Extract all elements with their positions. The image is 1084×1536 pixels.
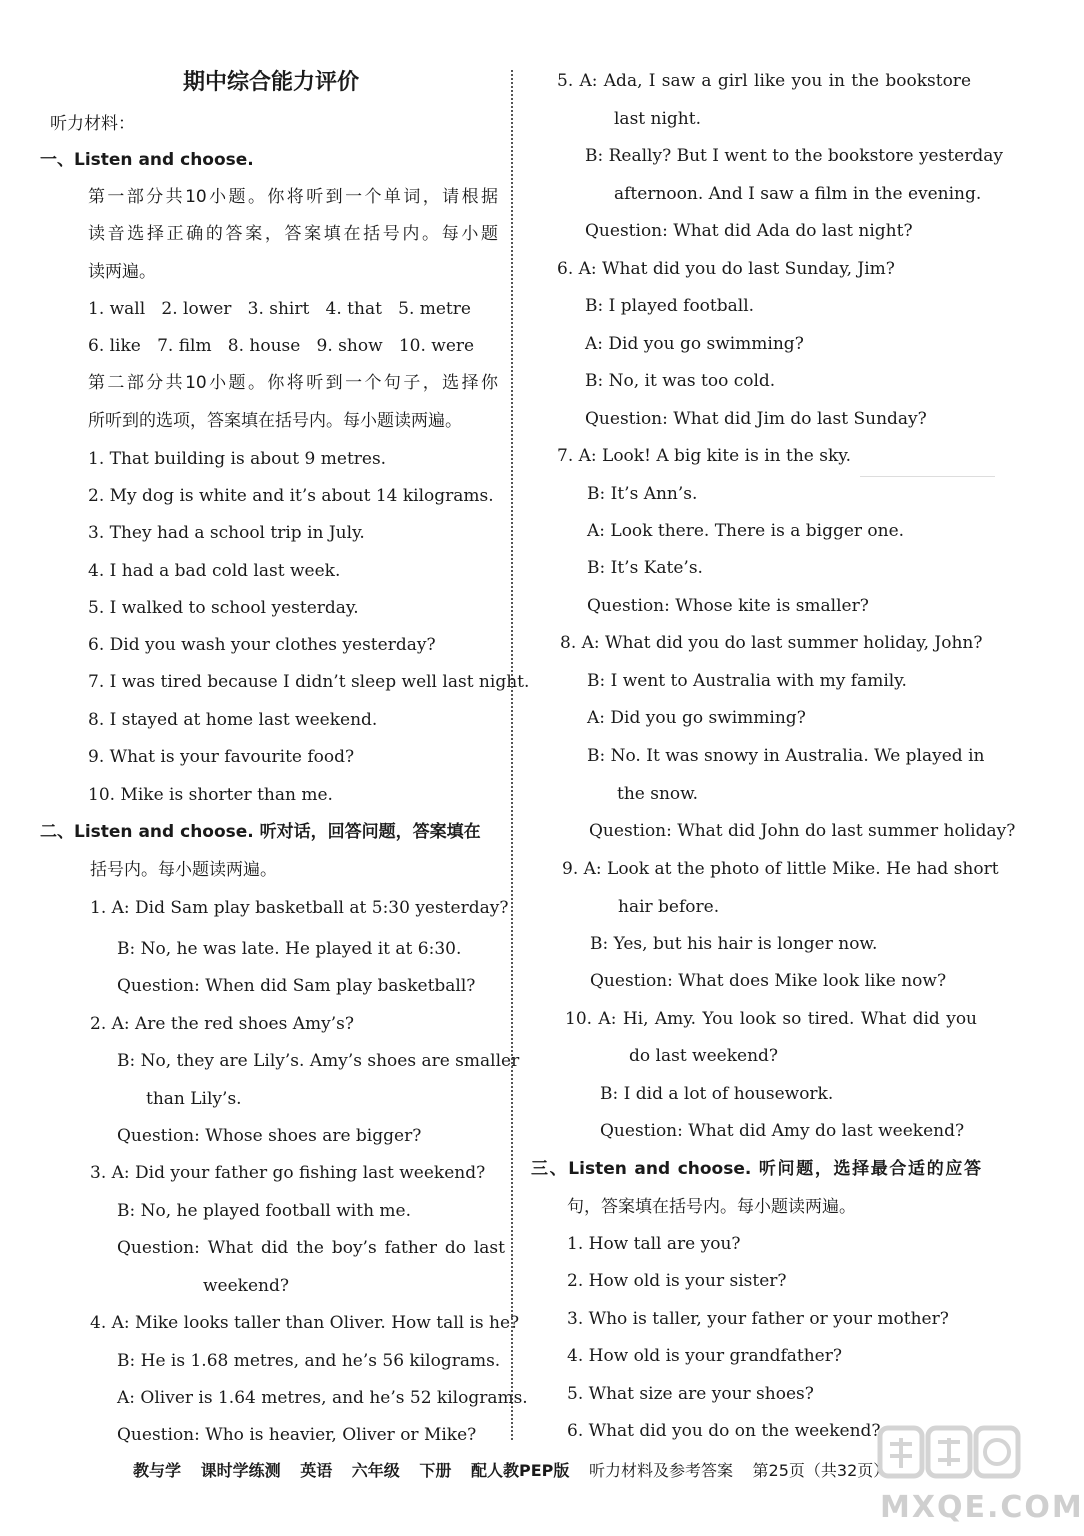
question-item: 4. How old is your grandfather? <box>567 1346 842 1366</box>
question-line: Question: What did the boy’s father do last <box>117 1238 505 1258</box>
page-footer <box>133 1458 903 1481</box>
subtitle: 听力材料： <box>50 114 135 134</box>
sentence-item: 9. What is your favourite food? <box>88 747 355 767</box>
dialogue-line: B: No. It was snowy in Australia. We played in <box>587 746 985 766</box>
footer-subject: 英语 <box>300 1461 333 1480</box>
footer-page-number: 第25页（共32页） <box>752 1461 890 1480</box>
question-item: 5. What size are your shoes? <box>567 1384 814 1404</box>
page-title: 期中综合能力评价 <box>183 70 360 95</box>
question-item: 6. What did you do on the weekend? <box>567 1421 881 1441</box>
question-line: Question: What does Mike look like now? <box>590 971 947 991</box>
sentence-item: 7. I was tired because I didn’t sleep well last night. <box>88 672 530 692</box>
dialogue-line: 1. A: Did Sam play basketball at 5:30 yesterday? <box>90 898 509 918</box>
left-line: 所听到的选项，答案填在括号内。每小题读两遍。 <box>88 411 462 431</box>
dialogue-line: last night. <box>614 109 701 129</box>
dialogue-line: hair before. <box>618 897 720 917</box>
section-3-heading: 三、Listen and choose. 听问题，选择最合适的应答 <box>531 1159 981 1179</box>
question-line: Question: Who is heavier, Oliver or Mike? <box>117 1425 477 1445</box>
dialogue-line: the snow. <box>617 784 699 804</box>
dialogue-line: do last weekend? <box>629 1046 779 1066</box>
dialogue-line: B: He is 1.68 metres, and he’s 56 kilograms. <box>117 1351 501 1371</box>
footer-series: 课时学练测 <box>200 1461 281 1480</box>
dialogue-line: B: I played football. <box>585 296 755 316</box>
left-line: 括号内。每小题读两遍。 <box>90 860 277 880</box>
sentence-item: 3. They had a school trip in July. <box>88 523 365 543</box>
dialogue-line: B: It’s Ann’s. <box>587 484 698 504</box>
footer-grade: 六年级 <box>351 1461 400 1480</box>
question-line: Question: Whose kite is smaller? <box>587 596 869 616</box>
left-line: 第二部分共10小题。你将听到一个句子，选择你 <box>88 373 498 393</box>
dialogue-line: 3. A: Did your father go fishing last weekend? <box>90 1163 486 1183</box>
dialogue-line: B: No, they are Lily’s. Amy’s shoes are smaller <box>117 1051 520 1071</box>
dialogue-line: 2. A: Are the red shoes Amy’s? <box>90 1014 354 1034</box>
question-line: Question: What did Jim do last Sunday? <box>585 409 927 429</box>
sentence-item: 4. I had a bad cold last week. <box>88 561 341 581</box>
faint-rule <box>860 476 995 477</box>
dialogue-line: B: No, it was too cold. <box>585 371 776 391</box>
section-1-heading: 一、Listen and choose. <box>40 150 254 170</box>
left-line: 读两遍。 <box>88 262 156 282</box>
dialogue-line: 5. A: Ada, I saw a girl like you in the bookstore <box>557 71 971 91</box>
dialogue-line: 7. A: Look! A big kite is in the sky. <box>557 446 852 466</box>
footer-brand: 教与学 <box>133 1461 182 1480</box>
sentence-item: 5. I walked to school yesterday. <box>88 598 359 618</box>
word-list-2: 6. like 7. film 8. house 9. show 10. were <box>88 336 475 356</box>
dialogue-line: 10. A: Hi, Amy. You look so tired. What did you <box>565 1009 977 1029</box>
dialogue-line: B: It’s Kate’s. <box>587 558 703 578</box>
question-item: 1. How tall are you? <box>567 1234 741 1254</box>
left-line: 读音选择正确的答案，答案填在括号内。每小题 <box>88 224 498 244</box>
left-line: 第一部分共10小题。你将听到一个单词，请根据 <box>88 187 498 207</box>
dialogue-line: 6. A: What did you do last Sunday, Jim? <box>557 259 895 279</box>
sentence-item: 6. Did you wash your clothes yesterday? <box>88 635 436 655</box>
question-line: Question: What did Amy do last weekend? <box>600 1121 965 1141</box>
sentence-item: 2. My dog is white and it’s about 14 kilograms. <box>88 486 494 506</box>
dialogue-line: B: No, he played football with me. <box>117 1201 412 1221</box>
sentence-item: 8. I stayed at home last weekend. <box>88 710 378 730</box>
column-divider <box>511 70 513 1440</box>
question-item: 3. Who is taller, your father or your mother? <box>567 1309 949 1329</box>
dialogue-line: afternoon. And I saw a film in the evening. <box>614 184 982 204</box>
dialogue-line: 8. A: What did you do last summer holiday, John? <box>560 633 983 653</box>
dialogue-line: 9. A: Look at the photo of little Mike. He had short <box>562 859 999 879</box>
sentence-item: 10. Mike is shorter than me. <box>88 785 333 805</box>
dialogue-line: A: Did you go swimming? <box>585 334 804 354</box>
question-line: weekend? <box>203 1276 289 1296</box>
question-line: Question: When did Sam play basketball? <box>117 976 476 996</box>
footer-edition: 配人教PEP版 <box>470 1461 570 1480</box>
question-line: Question: Whose shoes are bigger? <box>117 1126 422 1146</box>
footer-section: 听力材料及参考答案 <box>588 1461 733 1480</box>
dialogue-line: B: No, he was late. He played it at 6:30. <box>117 939 462 959</box>
question-line: Question: What did Ada do last night? <box>585 221 913 241</box>
dialogue-line: B: Yes, but his hair is longer now. <box>590 934 878 954</box>
dialogue-line: than Lily’s. <box>146 1089 242 1109</box>
word-list-1: 1. wall 2. lower 3. shirt 4. that 5. metre <box>88 299 471 319</box>
dialogue-line: A: Oliver is 1.64 metres, and he’s 52 kilograms. <box>117 1388 528 1408</box>
watermark-text: MXQE.COM <box>880 1490 1084 1525</box>
question-line: Question: What did John do last summer holiday? <box>589 821 1016 841</box>
right-line: 句，答案填在括号内。每小题读两遍。 <box>567 1197 856 1217</box>
dialogue-line: B: I did a lot of housework. <box>600 1084 834 1104</box>
footer-volume: 下册 <box>419 1461 452 1480</box>
sentence-item: 1. That building is about 9 metres. <box>88 449 387 469</box>
section-2-heading: 二、Listen and choose. 听对话，回答问题，答案填在 <box>40 822 481 842</box>
dialogue-line: B: I went to Australia with my family. <box>587 671 907 691</box>
question-item: 2. How old is your sister? <box>567 1271 787 1291</box>
dialogue-line: A: Look there. There is a bigger one. <box>587 521 905 541</box>
dialogue-line: A: Did you go swimming? <box>587 708 806 728</box>
dialogue-line: 4. A: Mike looks taller than Oliver. How tall is he? <box>90 1313 520 1333</box>
dialogue-line: B: Really? But I went to the bookstore yesterday <box>585 146 1003 166</box>
